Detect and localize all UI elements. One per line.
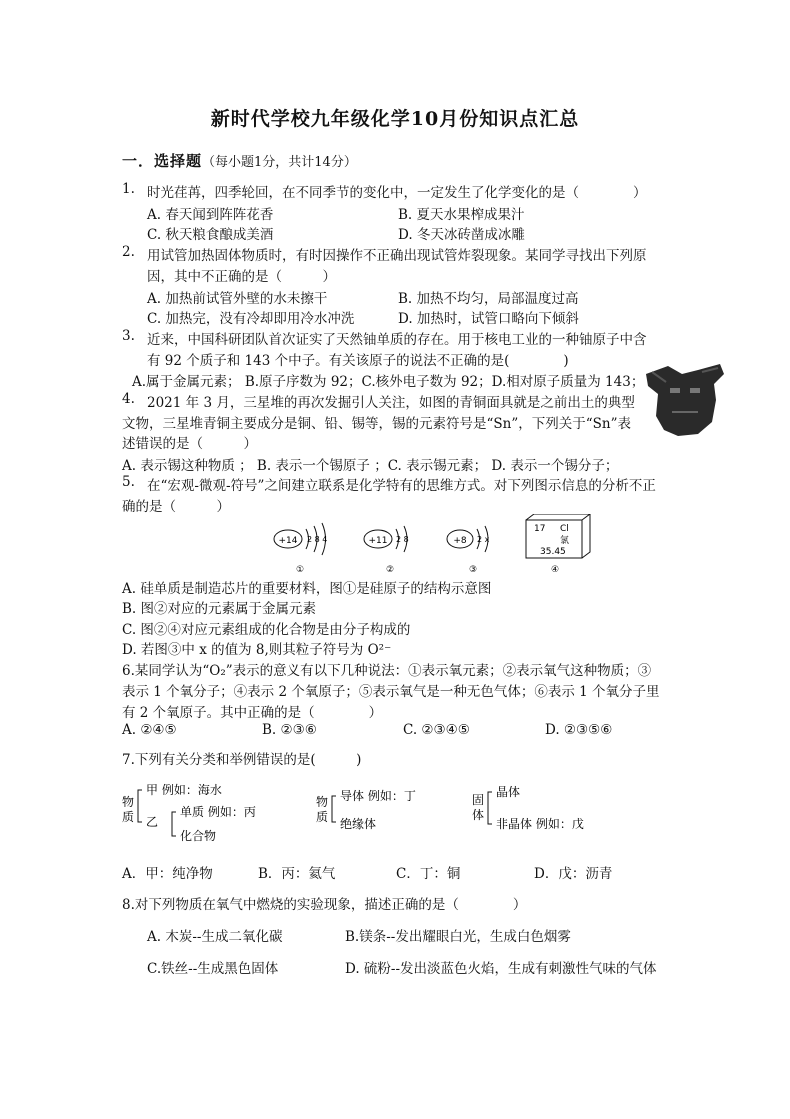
q2-number: 2.: [122, 244, 135, 260]
q7-stem: 7.下列有关分类和举例错误的是( ): [122, 752, 362, 768]
si-electrons: 2 8 4: [307, 535, 328, 544]
q8-option-b: B.镁条--发出耀眼白光，生成白色烟雾: [345, 929, 571, 945]
q5-stem-line2: 确的是（ ）: [122, 499, 230, 515]
q4-stem-line3: 述错误的是（ ）: [122, 436, 257, 452]
d1-huahewu: 化合物: [180, 829, 217, 843]
q1-stem: 时光荏苒，四季轮回，在不同季节的变化中，一定发生了化学变化的是（ ）: [147, 185, 647, 201]
cl-mass: 35.45: [540, 547, 566, 557]
d1-root-char1: 物: [122, 795, 135, 809]
q7-classification-diagrams: [118, 776, 638, 846]
bronze-mask-image: [642, 360, 726, 438]
q3-stem-line1: 近来，中国科研团队首次证实了天然铀单质的存在。用于核电工业的一种铀原子中含: [147, 332, 647, 348]
q1-number: 1.: [122, 181, 135, 197]
q3-stem-line2: 有 92 个质子和 143 个中子。有关该原子的说法不正确的是( ): [147, 353, 569, 369]
classification-diagram-2: [316, 788, 416, 831]
q5-option-a: A. 硅单质是制造芯片的重要材料，图①是硅原子的结构示意图: [122, 581, 492, 597]
q6-stem-line3: 有 2 个氧原子。其中正确的是（ ）: [122, 705, 383, 721]
atom-diagram-na: [364, 526, 409, 575]
d3-root-char2: 体: [472, 808, 485, 822]
q2-option-b: B. 加热不均匀，局部温度过高: [398, 291, 579, 307]
si-nucleus: +14: [278, 536, 298, 546]
q5-option-b: B. 图②对应的元素属于金属元素: [122, 601, 317, 617]
na-electrons: 2 8: [396, 535, 409, 544]
section-note: （每小题1分，共计14分）: [202, 155, 357, 170]
d2-conductor: 导体 例如：丁: [340, 789, 416, 803]
atom-diagram-si: [274, 523, 327, 575]
figure-label-2: ②: [385, 565, 395, 575]
q5-option-c: C. 图②④对应元素组成的化合物是由分子构成的: [122, 622, 411, 638]
q5-stem-line1: 在“宏观-微观-符号”之间建立联系是化学特有的思维方式。对下列图示信息的分析不正: [147, 478, 656, 494]
d3-root-char1: 固: [472, 793, 485, 807]
q4-options: A. 表示锡这种物质 ； B. 表示一个锡原子 ；C. 表示锡元素； D. 表示一个锡分子；: [122, 458, 619, 474]
atom-diagram-o: [447, 526, 490, 575]
d2-insulator: 绝缘体: [340, 817, 377, 831]
q6-stem-line1: 6.某同学认为“O₂”表示的意义有以下几种说法：①表示氧元素；②表示氧气这种物质；③: [122, 663, 652, 679]
section-heading: [122, 150, 357, 171]
q6-option-b: B. ②③⑥: [262, 722, 317, 738]
section-label: 一．选择题: [122, 152, 203, 170]
q2-stem-line2: 因，其中不正确的是（ ）: [147, 269, 336, 285]
classification-diagram-1: [122, 782, 256, 843]
q1-option-a: A. 春天闻到阵阵花香: [147, 207, 274, 223]
q2-option-a: A. 加热前试管外壁的水未擦干: [147, 291, 328, 307]
d2-root-char1: 物: [316, 795, 329, 809]
o-electrons: 2 x: [477, 535, 490, 544]
o-nucleus: +8: [453, 536, 467, 546]
d3-crystal: 晶体: [496, 785, 521, 799]
periodic-cell-cl: [526, 514, 590, 575]
d3-noncrystal: 非晶体 例如：戊: [496, 817, 584, 831]
d2-root-char2: 质: [316, 810, 329, 824]
q5-figure: [270, 514, 610, 576]
q5-option-d: D. 若图③中 x 的值为 8,则其粒子符号为 O²⁻: [122, 642, 392, 658]
q7-option-b: B．丙：氦气: [258, 866, 336, 882]
q4-stem-line1: 2021 年 3 月，三星堆的再次发掘引人关注，如图的青铜面具就是之前出土的典型: [147, 395, 635, 411]
q2-option-c: C. 加热完，没有冷却即用冷水冲洗: [147, 311, 355, 327]
q7-option-d: D．戊：沥青: [534, 866, 613, 882]
q1-option-c: C. 秋天粮食酿成美酒: [147, 227, 274, 243]
q8-option-a: A. 木炭--生成二氧化碳: [147, 929, 283, 945]
q6-stem-line2: 表示 1 个氧分子；④表示 2 个氧原子；⑤表示氧气是一种无色气体；⑥表示 1 个氧分子里: [122, 684, 660, 700]
classification-diagram-3: [472, 784, 584, 831]
d1-danzhi: 单质 例如：丙: [180, 805, 256, 819]
q1-option-d: D. 冬天冰砖凿成冰雕: [398, 227, 525, 243]
q6-option-a: A. ②④⑤: [122, 722, 177, 738]
q2-stem-line1: 用试管加热固体物质时，有时因操作不正确出现试管炸裂现象。某同学寻找出下列原: [147, 248, 647, 264]
q4-stem-line2: 文物，三星堆青铜主要成分是铜、铅、锡等，锡的元素符号是“Sn”，下列关于“Sn”表: [122, 416, 631, 432]
cl-symbol: Cl: [560, 524, 569, 534]
q3-number: 3.: [122, 328, 135, 344]
cl-number: 17: [534, 524, 546, 534]
page-title: 新时代学校九年级化学10月份知识点汇总: [210, 108, 580, 130]
d1-jia: 甲 例如：海水: [146, 783, 222, 797]
na-nucleus: +11: [368, 536, 388, 546]
figure-label-1: ①: [295, 565, 305, 575]
q1-option-b: B. 夏天水果榨成果汁: [398, 207, 525, 223]
q7-option-c: C．丁：铜: [396, 866, 461, 882]
q6-option-d: D. ②③⑤⑥: [545, 722, 613, 738]
q4-number: 4.: [122, 391, 135, 407]
q8-stem: 8.对下列物质在氧气中燃烧的实验现象，描述正确的是（ ）: [122, 897, 527, 913]
d1-root-char2: 质: [122, 810, 135, 824]
q3-options: A.属于金属元素； B.原子序数为 92；C.核外电子数为 92；D.相对原子质量为 143；: [132, 374, 645, 390]
d1-yi: 乙: [146, 815, 159, 829]
figure-label-3: ③: [468, 565, 478, 575]
q8-option-d: D. 硫粉--发出淡蓝色火焰，生成有刺激性气味的气体: [345, 961, 657, 977]
q6-option-c: C. ②③④⑤: [403, 722, 470, 738]
q5-number: 5.: [122, 474, 135, 490]
q2-option-d: D. 加热时，试管口略向下倾斜: [398, 311, 579, 327]
q7-option-a: A．甲：纯净物: [122, 866, 213, 882]
figure-label-4: ④: [550, 565, 560, 575]
cl-name: 氯: [560, 536, 570, 546]
q8-option-c: C.铁丝--生成黑色固体: [147, 961, 279, 977]
